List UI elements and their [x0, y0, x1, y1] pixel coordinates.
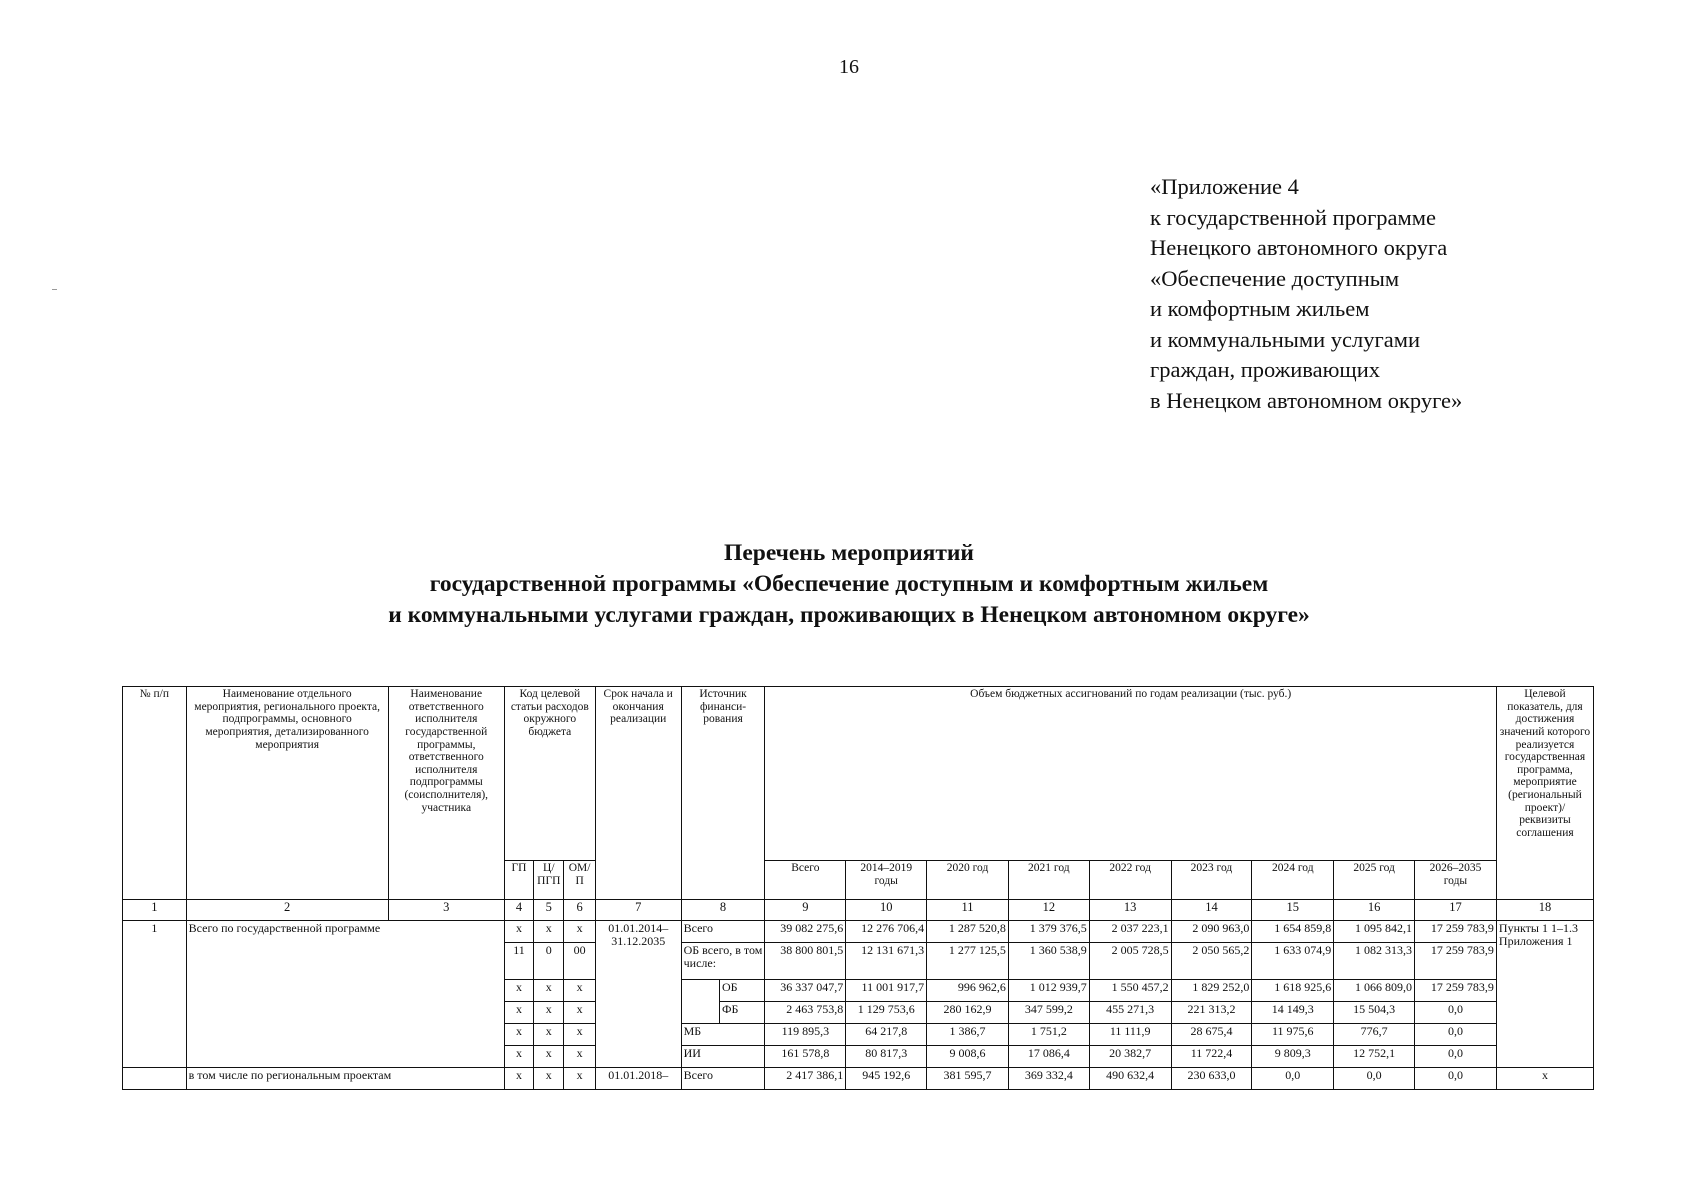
value-cell: 1 129 753,6: [846, 1002, 927, 1024]
value-cell: 1 082 313,3: [1334, 943, 1415, 980]
value-cell: 1 360 538,9: [1008, 943, 1089, 980]
source-cell: ОБ всего, в том числе:: [681, 943, 765, 980]
source-cell: ОБ: [720, 980, 765, 1002]
column-number: 4: [504, 900, 533, 921]
header-year: 2025 год: [1334, 861, 1415, 900]
value-cell: 161 578,8: [765, 1046, 846, 1068]
value-cell: 12 752,1: [1334, 1046, 1415, 1068]
code-cell: х: [534, 1068, 564, 1090]
value-cell: 2 005 728,5: [1089, 943, 1171, 980]
value-cell: 381 595,7: [927, 1068, 1009, 1090]
column-number: 8: [681, 900, 765, 921]
code-cell: х: [504, 980, 533, 1002]
table-row: [123, 921, 1594, 943]
table-row: [123, 1068, 1594, 1090]
value-cell: 347 599,2: [1008, 1002, 1089, 1024]
value-cell: 2 417 386,1: [765, 1068, 846, 1090]
value-cell: 455 271,3: [1089, 1002, 1171, 1024]
header-year: 2026–2035 годы: [1415, 861, 1497, 900]
value-cell: 1 095 842,1: [1334, 921, 1415, 943]
value-cell: 0,0: [1415, 1046, 1497, 1068]
header-year-total: Всего: [765, 861, 846, 900]
header-year: 2020 год: [927, 861, 1009, 900]
appendix-line: «Обеспечение доступным: [1150, 265, 1400, 291]
document-title: [0, 538, 1698, 631]
value-cell: 1 012 939,7: [1008, 980, 1089, 1002]
code-cell: 0: [534, 943, 564, 980]
code-cell: 11: [504, 943, 533, 980]
title-line: государственной программы «Обеспечение доступным и комфортным жильем: [429, 571, 1269, 597]
column-number: 16: [1334, 900, 1415, 921]
appendix-caption: [1150, 172, 1462, 416]
column-number: 10: [846, 900, 927, 921]
value-cell: 2 463 753,8: [765, 1002, 846, 1024]
value-cell: 1 751,2: [1008, 1024, 1089, 1046]
column-number: 1: [123, 900, 187, 921]
source-cell: ИИ: [681, 1046, 765, 1068]
value-cell: 17 259 783,9: [1415, 921, 1497, 943]
value-cell: 1 654 859,8: [1252, 921, 1334, 943]
column-number: 9: [765, 900, 846, 921]
header-year: 2024 год: [1252, 861, 1334, 900]
row-period: 01.01.2014– 31.12.2035: [595, 921, 681, 1068]
value-cell: 12 276 706,4: [846, 921, 927, 943]
code-cell: х: [504, 921, 533, 943]
value-cell: 221 313,2: [1171, 1002, 1252, 1024]
code-cell: х: [504, 1068, 533, 1090]
value-cell: 11 722,4: [1171, 1046, 1252, 1068]
header-code-gp: ГП: [504, 861, 533, 900]
source-cell: ФБ: [720, 1002, 765, 1024]
value-cell: 11 001 917,7: [846, 980, 927, 1002]
column-number: 14: [1171, 900, 1252, 921]
value-cell: 776,7: [1334, 1024, 1415, 1046]
header-code: Код целевой статьи расходов окружного бюджета: [504, 687, 595, 861]
column-number: 7: [595, 900, 681, 921]
header-year: 2023 год: [1171, 861, 1252, 900]
value-cell: 1 829 252,0: [1171, 980, 1252, 1002]
value-cell: 2 037 223,1: [1089, 921, 1171, 943]
header-code-om: ОМ/ П: [564, 861, 595, 900]
header-code-cpgp: Ц/ ПГП: [534, 861, 564, 900]
value-cell: 12 131 671,3: [846, 943, 927, 980]
value-cell: 39 082 275,6: [765, 921, 846, 943]
row-target: х: [1496, 1068, 1593, 1090]
value-cell: 64 217,8: [846, 1024, 927, 1046]
value-cell: 1 379 376,5: [1008, 921, 1089, 943]
code-cell: х: [534, 1002, 564, 1024]
column-number: 13: [1089, 900, 1171, 921]
code-cell: х: [564, 1046, 595, 1068]
value-cell: 490 632,4: [1089, 1068, 1171, 1090]
source-cell: Всего: [681, 921, 765, 943]
row-number: 1: [123, 921, 187, 1068]
row-name: Всего по государственной программе: [186, 921, 504, 1068]
value-cell: 230 633,0: [1171, 1068, 1252, 1090]
appendix-line: и комфортным жильем: [1150, 296, 1370, 321]
page-number: 16: [839, 56, 859, 78]
appendix-line: к государственной программе: [1150, 204, 1437, 230]
appendix-line: и коммунальными услугами: [1150, 326, 1420, 352]
header-year: 2021 год: [1008, 861, 1089, 900]
value-cell: 14 149,3: [1252, 1002, 1334, 1024]
header-volume: Объем бюджетных ассигнований по годам реализации (тыс. руб.): [765, 687, 1496, 861]
value-cell: 2 090 963,0: [1171, 921, 1252, 943]
header-num: № п/п: [123, 687, 187, 900]
value-cell: 38 800 801,5: [765, 943, 846, 980]
title-line: и коммунальными услугами граждан, проживающих в Ненецком автономном округе»: [388, 602, 1310, 628]
appendix-line: граждан, проживающих: [1150, 357, 1381, 382]
column-number: 15: [1252, 900, 1334, 921]
code-cell: х: [534, 921, 564, 943]
value-cell: 945 192,6: [846, 1068, 927, 1090]
value-cell: 1 386,7: [927, 1024, 1009, 1046]
header-year: 2014–2019 годы: [846, 861, 927, 900]
value-cell: 11 975,6: [1252, 1024, 1334, 1046]
value-cell: 15 504,3: [1334, 1002, 1415, 1024]
code-cell: х: [534, 1024, 564, 1046]
value-cell: 1 066 809,0: [1334, 980, 1415, 1002]
value-cell: 20 382,7: [1089, 1046, 1171, 1068]
header-row-1: [123, 687, 1594, 861]
appendix-line: Ненецкого автономного округа: [1150, 235, 1448, 260]
code-cell: х: [534, 980, 564, 1002]
value-cell: 996 962,6: [927, 980, 1009, 1002]
value-cell: 280 162,9: [927, 1002, 1009, 1024]
value-cell: 0,0: [1415, 1068, 1497, 1090]
scan-speck: [52, 289, 57, 290]
row-period: 01.01.2018–: [595, 1068, 681, 1090]
value-cell: 1 277 125,5: [927, 943, 1009, 980]
code-cell: х: [504, 1002, 533, 1024]
column-number: 2: [186, 900, 388, 921]
source-cell: Всего: [681, 1068, 765, 1090]
value-cell: 17 259 783,9: [1415, 980, 1497, 1002]
value-cell: 9 008,6: [927, 1046, 1009, 1068]
code-cell: х: [564, 1068, 595, 1090]
activities-table: [122, 686, 1594, 1090]
code-cell: х: [564, 921, 595, 943]
code-cell: х: [504, 1046, 533, 1068]
appendix-line: в Ненецком автономном округе»: [1150, 387, 1463, 413]
row-name: в том числе по региональным проектам: [186, 1068, 504, 1090]
value-cell: 119 895,3: [765, 1024, 846, 1046]
value-cell: 11 111,9: [1089, 1024, 1171, 1046]
value-cell: 1 287 520,8: [927, 921, 1009, 943]
value-cell: 369 332,4: [1008, 1068, 1089, 1090]
header-year: 2022 год: [1089, 861, 1171, 900]
value-cell: 17 259 783,9: [1415, 943, 1497, 980]
code-cell: х: [534, 1046, 564, 1068]
source-indent: [681, 980, 719, 1024]
column-number: 17: [1415, 900, 1497, 921]
code-cell: х: [564, 980, 595, 1002]
value-cell: 17 086,4: [1008, 1046, 1089, 1068]
value-cell: 9 809,3: [1252, 1046, 1334, 1068]
value-cell: 1 633 074,9: [1252, 943, 1334, 980]
appendix-line: «Приложение 4: [1150, 174, 1299, 199]
header-name: Наименование отдельного мероприятия, регионального проекта, подпрограммы, основного мероприятия, детализированного мероприятия: [186, 687, 388, 900]
column-number: 6: [564, 900, 595, 921]
header-target: Целевой показатель, для достижения значений которого реализуется государственная программа, мероприятие (региональный проект)/ реквизиты соглашения: [1496, 687, 1593, 900]
title-line: Перечень мероприятий: [724, 540, 974, 566]
value-cell: 36 337 047,7: [765, 980, 846, 1002]
header-source: Источник финанси-рования: [681, 687, 765, 900]
row-number: [123, 1068, 187, 1090]
row-target: Пункты 1 1–1.3 Приложения 1: [1496, 921, 1593, 1068]
value-cell: 80 817,3: [846, 1046, 927, 1068]
code-cell: 00: [564, 943, 595, 980]
column-numbers-row: [123, 900, 1594, 921]
source-cell: МБ: [681, 1024, 765, 1046]
code-cell: х: [504, 1024, 533, 1046]
code-cell: х: [564, 1002, 595, 1024]
column-number: 18: [1496, 900, 1593, 921]
value-cell: 0,0: [1415, 1024, 1497, 1046]
value-cell: 2 050 565,2: [1171, 943, 1252, 980]
column-number: 12: [1008, 900, 1089, 921]
value-cell: 1 618 925,6: [1252, 980, 1334, 1002]
value-cell: 0,0: [1334, 1068, 1415, 1090]
value-cell: 1 550 457,2: [1089, 980, 1171, 1002]
column-number: 5: [534, 900, 564, 921]
value-cell: 0,0: [1415, 1002, 1497, 1024]
column-number: 11: [927, 900, 1009, 921]
column-number: 3: [388, 900, 504, 921]
value-cell: 28 675,4: [1171, 1024, 1252, 1046]
header-period: Срок начала и окончания реализации: [595, 687, 681, 900]
code-cell: х: [564, 1024, 595, 1046]
value-cell: 0,0: [1252, 1068, 1334, 1090]
header-executor: Наименование ответственного исполнителя государственной программы, ответственного исполнителя подпрограммы (соисполнителя), участника: [388, 687, 504, 900]
